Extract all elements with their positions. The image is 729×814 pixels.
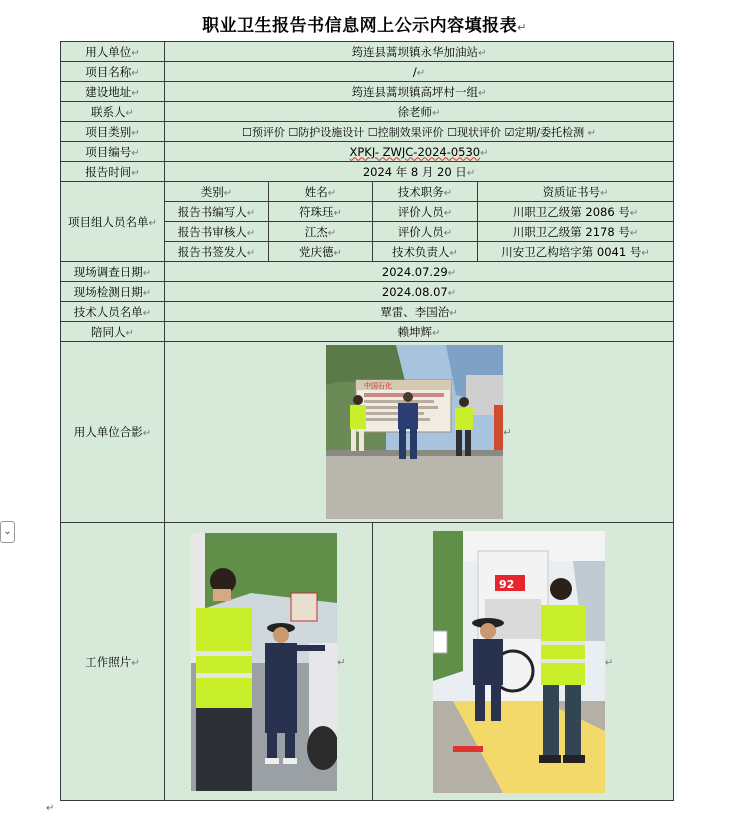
checkbox-empty-icon: ☐ <box>367 125 378 139</box>
row-category <box>61 122 674 142</box>
team-title: 评价人员↵ <box>373 202 478 222</box>
work-photo-2 <box>433 531 605 793</box>
row-work-photos <box>61 523 674 801</box>
pump-number: 92 <box>498 577 515 591</box>
report-time-value: 2024 年 8 月 20 日↵ <box>165 162 674 182</box>
category-label: 项目类别↵ <box>61 122 165 142</box>
row-contact <box>61 102 674 122</box>
companion-value: 赖坤辉↵ <box>165 322 674 342</box>
tech-staff-label: 技术人员名单↵ <box>61 302 165 322</box>
checkbox-checked-icon: ☑ <box>504 125 515 139</box>
team-cert: 川职卫乙级第 2178 号↵ <box>478 222 674 242</box>
checkbox-status[interactable]: ☐现状评价 <box>447 125 502 139</box>
report-table <box>60 41 674 801</box>
unit-value: 筠连县蒿坝镇永华加油站↵ <box>165 42 674 62</box>
test-date-value: 2024.08.07↵ <box>165 282 674 302</box>
checkbox-control[interactable]: ☐控制效果评价 <box>367 125 444 139</box>
group-photo-cell: 中国石化 ↵ <box>165 342 674 523</box>
work-photo-1 <box>191 533 337 791</box>
report-time-label: 报告时间↵ <box>61 162 165 182</box>
work-photo-2-image <box>433 531 605 793</box>
checkbox-empty-icon: ☐ <box>447 125 458 139</box>
project-name-label: 项目名称↵ <box>61 62 165 82</box>
team-header-title: 技术职务↵ <box>373 182 478 202</box>
team-cert: 川安卫乙构培字第 0041 号↵ <box>478 242 674 262</box>
row-address <box>61 82 674 102</box>
team-header-cert: 资质证书号↵ <box>478 182 674 202</box>
checkbox-empty-icon: ☐ <box>242 125 252 139</box>
row-tech-staff <box>61 302 674 322</box>
row-project-name <box>61 62 674 82</box>
survey-date-label: 现场调查日期↵ <box>61 262 165 282</box>
tech-staff-value: 覃雷、李国治↵ <box>165 302 674 322</box>
page-title: 职业卫生报告书信息网上公示内容填报表↵ <box>202 16 527 36</box>
sign-brand-text: 中国石化 <box>364 382 393 390</box>
team-cert: 川职卫乙级第 2086 号↵ <box>478 202 674 222</box>
paragraph-mark: ↵ <box>46 803 55 814</box>
work-photo-cell-1: ↵ <box>165 523 373 801</box>
project-no-label: 项目编号↵ <box>61 142 165 162</box>
team-name: 江杰↵ <box>269 222 373 242</box>
project-name-value: /↵ <box>165 62 674 82</box>
team-header-row <box>61 182 674 202</box>
row-survey-date <box>61 262 674 282</box>
unit-label: 用人单位↵ <box>61 42 165 62</box>
team-header-name: 姓名↵ <box>269 182 373 202</box>
team-name: 党庆德↵ <box>269 242 373 262</box>
team-name: 符珠珏↵ <box>269 202 373 222</box>
address-label: 建设地址↵ <box>61 82 165 102</box>
address-value: 筠连县蒿坝镇高坪村一组↵ <box>165 82 674 102</box>
project-no-value: XPKJ- ZWJC-2024-0530↵ <box>165 142 674 162</box>
team-header-role: 类别↵ <box>165 182 269 202</box>
checkbox-protection[interactable]: ☐防护设施设计 <box>288 125 365 139</box>
group-photo-label: 用人单位合影↵ <box>61 342 165 523</box>
checkbox-empty-icon: ☐ <box>288 125 299 139</box>
row-report-time <box>61 162 674 182</box>
companion-label: 陪同人↵ <box>61 322 165 342</box>
checkbox-prelim[interactable]: ☐预评价 <box>242 125 285 139</box>
row-group-photo <box>61 342 674 523</box>
group-photo-image <box>326 345 503 519</box>
survey-date-value: 2024.07.29↵ <box>165 262 674 282</box>
row-test-date <box>61 282 674 302</box>
contact-label: 联系人↵ <box>61 102 165 122</box>
team-role: 报告书签发人↵ <box>165 242 269 262</box>
team-role: 报告书审核人↵ <box>165 222 269 242</box>
chevron-down-icon[interactable]: ⌄ <box>0 521 15 543</box>
team-title: 技术负责人↵ <box>373 242 478 262</box>
work-photo-1-image <box>191 533 337 791</box>
contact-value: 徐老师↵ <box>165 102 674 122</box>
team-label: 项目组人员名单↵ <box>61 182 165 262</box>
category-options: ☐预评价 ☐防护设施设计 ☐控制效果评价 ☐现状评价 ☑定期/委托检测 ↵ <box>165 122 674 142</box>
row-companion <box>61 322 674 342</box>
row-unit <box>61 42 674 62</box>
checkbox-periodic[interactable]: ☑定期/委托检测 <box>504 125 585 139</box>
row-project-no <box>61 142 674 162</box>
work-photos-label: 工作照片↵ <box>61 523 165 801</box>
team-role: 报告书编写人↵ <box>165 202 269 222</box>
work-photo-cell-2: 92 ↵ <box>373 523 674 801</box>
test-date-label: 现场检测日期↵ <box>61 282 165 302</box>
group-photo <box>326 345 503 519</box>
team-title: 评价人员↵ <box>373 222 478 242</box>
